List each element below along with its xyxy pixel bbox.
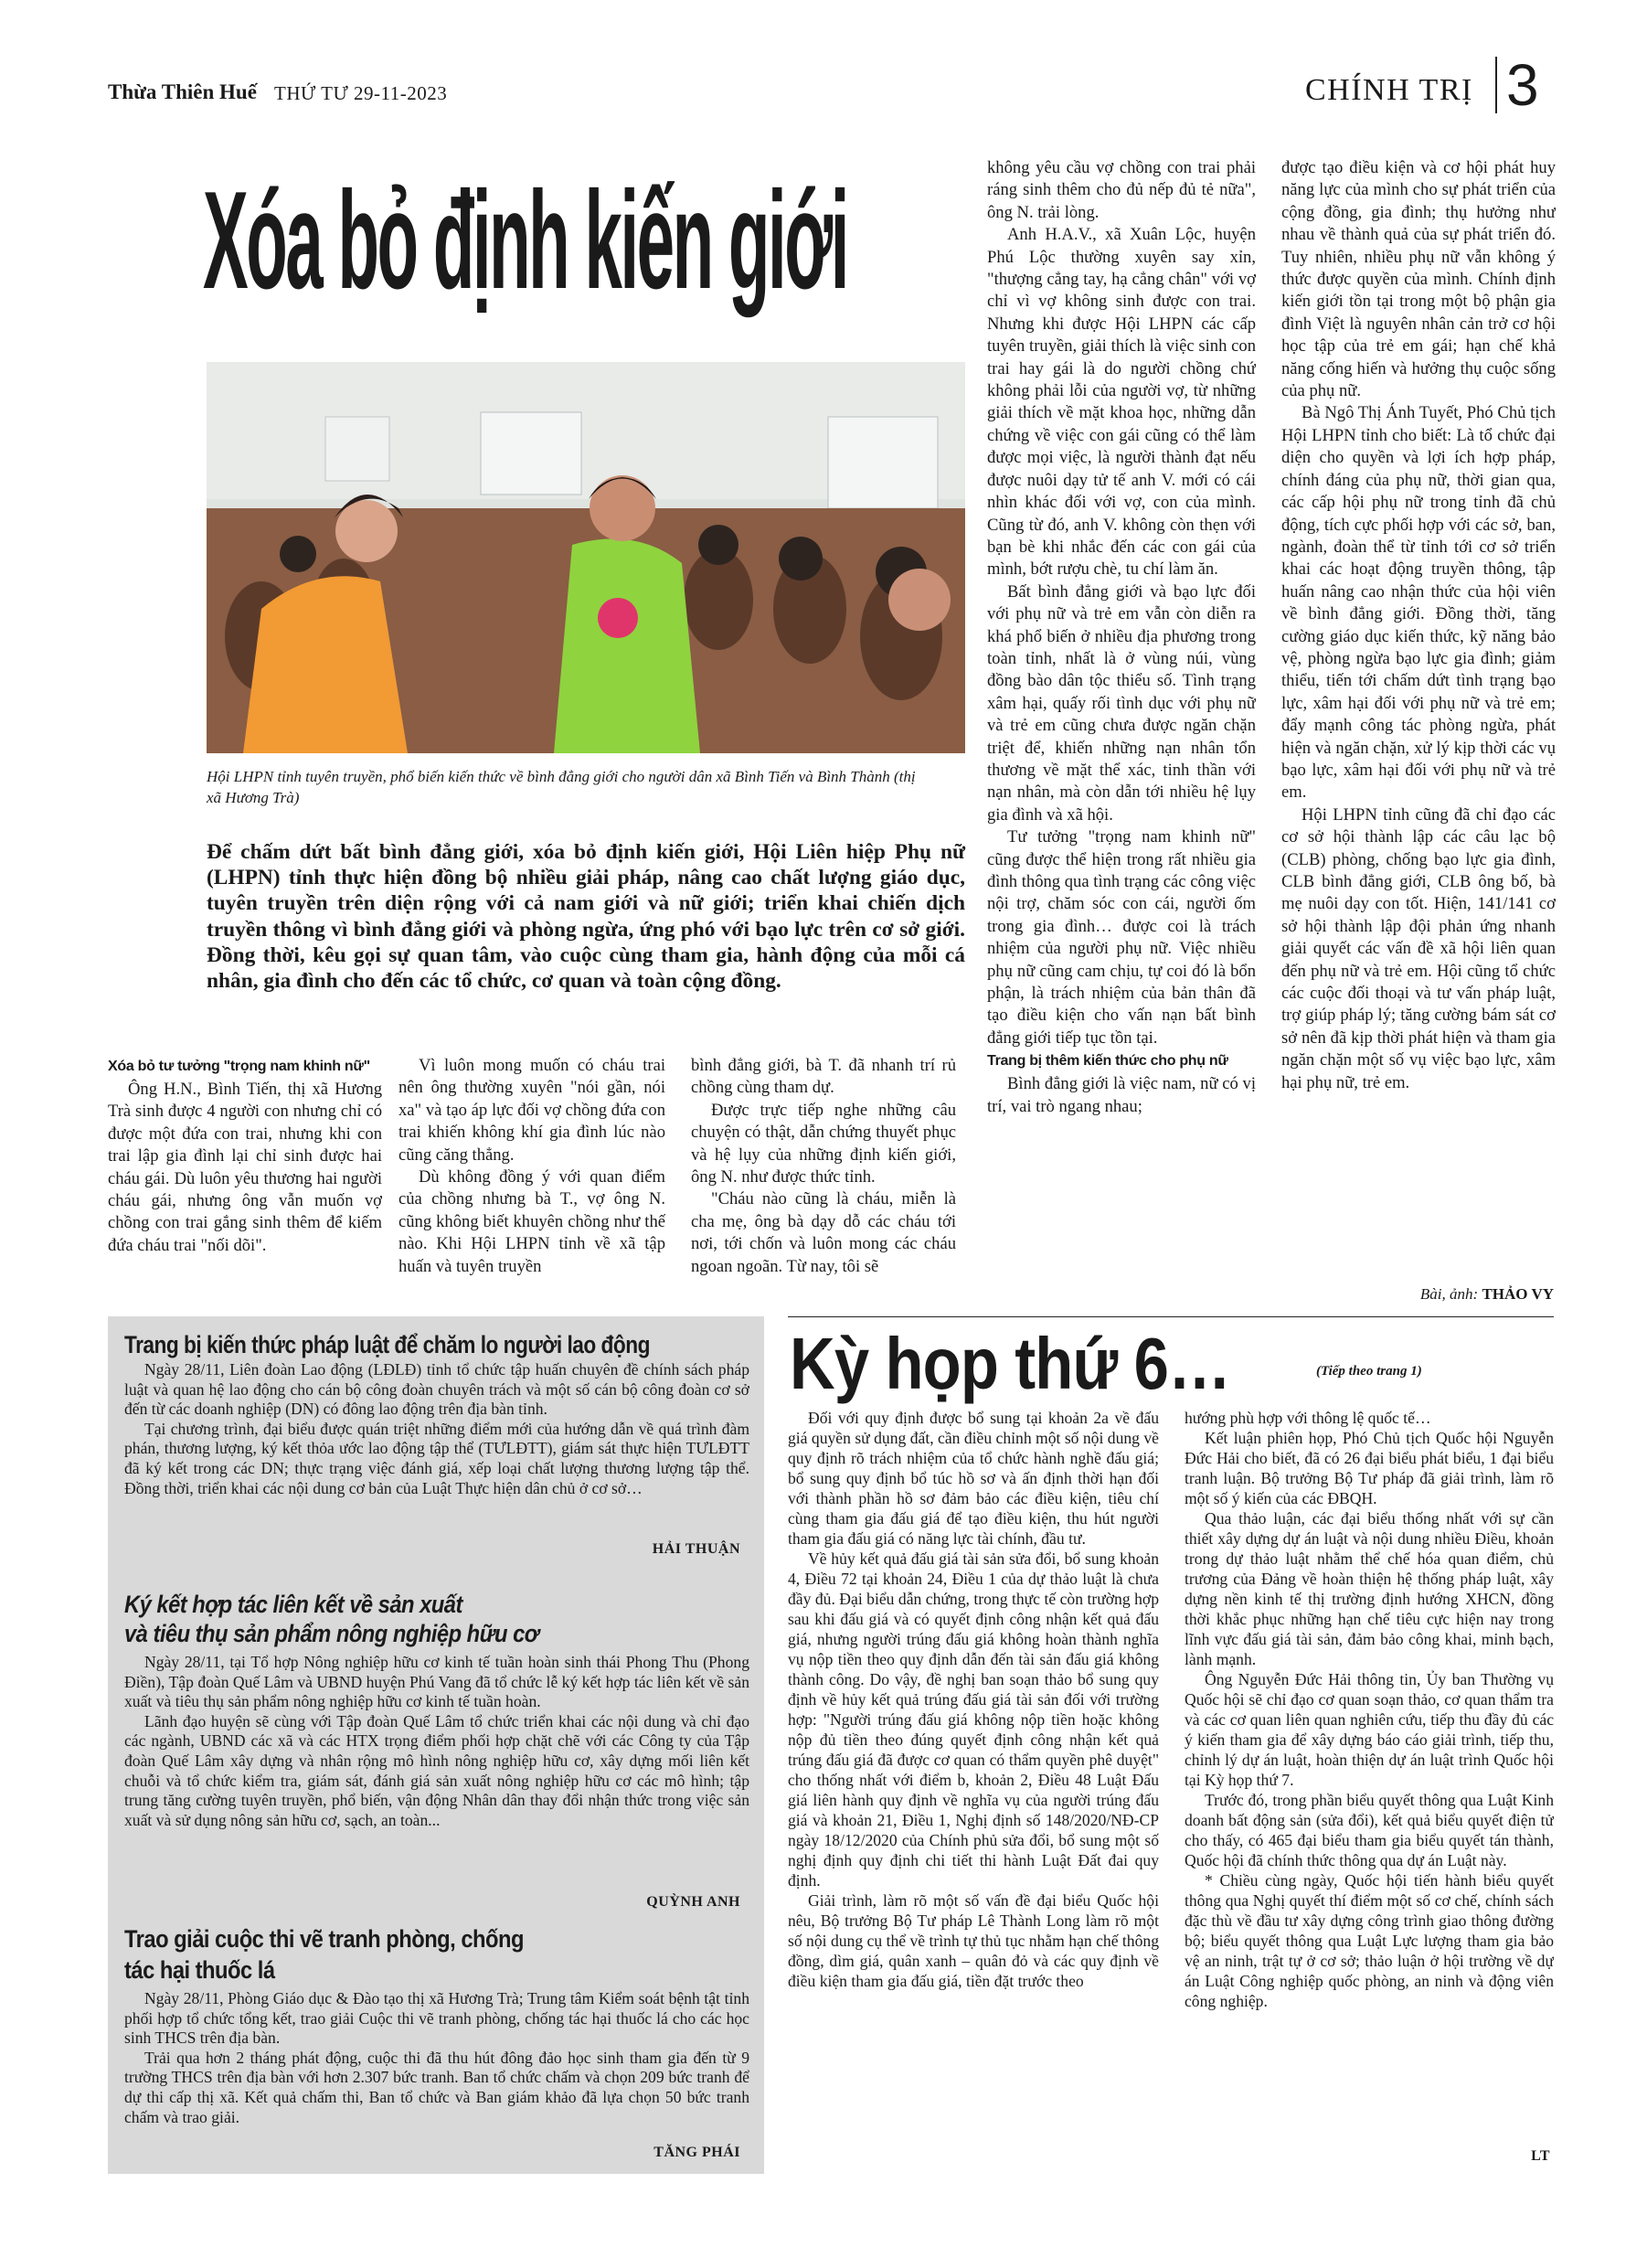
- paragraph: được tạo điều kiện và cơ hội phát huy năng lực của mình cho sự phát triển của cộng đồng, gia đình; thụ hưởng như nhau về thành quả của sự phát triển đó. Tuy nhiên, nhiều phụ nữ vẫn không ý thức được quyền của mình. Chính định kiến giới tồn tại trong một bộ phận gia đình Việt là nguyên nhân cản trở cơ hội học tập của trẻ em gái; hạn chế khả năng cống hiến và hưởng thụ cuộc sống của phụ nữ.: [1281, 158, 1556, 401]
- paragraph: Trải qua hơn 2 tháng phát động, cuộc thi đã thu hút đông đảo học sinh tham gia đến từ 9 trường THCS trên địa bàn với hơn 2.307 bức tranh. Ban tổ chức chấm và chọn 209 bức tranh để dự thi cấp thị xã. Kết quả chấm thi, Ban tổ chức và Ban giám khảo đã lựa chọn 50 bức tranh chấm và trao giải.: [124, 2048, 749, 2126]
- article-byline: [1281, 1285, 1554, 1304]
- paragraph: Về hủy kết quả đấu giá tài sản sửa đổi, bổ sung khoản 4, Điều 72 tại khoản 24, Điều 1 của dự thảo luật là chưa đầy đủ. Đại biểu dẫn chứng, trong thực tế còn trường hợp sau khi đấu giá và có quyết định công nhận kết quả đấu giá, nhưng người trúng đấu giá không hoàn thành nghĩa vụ nộp tiền theo quy định dẫn đến tài sản đấu giá không thành công. Do vậy, đề nghị ban soạn thảo bổ sung quy định về hủy kết quả trúng đấu giá tài sản đối với trường hợp: "Người trúng đấu giá không nộp tiền hoặc không nộp đủ tiền theo đúng quyết định công nhận kết quả trúng đấu giá đã được cơ quan có thẩm quyền phê duyệt" cho thống nhất với điểm b, khoản 2, Điều 48 Luật Đấu giá liên hành quy định về nghĩa vụ của người trúng đấu giá và khoản 21, Điều 1, Nghị định số 148/2020/NĐ-CP ngày 18/12/2020 của Chính phủ sửa đổi, bổ sung một số nghị định quy định chi tiết thi hành Luật Đất đai quy định.: [788, 1549, 1159, 1890]
- paragraph: Tư tưởng "trọng nam khinh nữ" cũng được thể hiện trong rất nhiều gia đình thông qua tình trạng các công việc nội trợ, chăm sóc con cái, người ốm trong gia đình… được coi là trách nhiệm của người phụ nữ. Việc nhiều phụ nữ cũng cam chịu, tự coi đó là bổn phận, là trách nhiệm của bản thân đã tạo điều kiện cho vấn nạn bất bình đẳng giới tiếp tục tồn tại.: [987, 827, 1256, 1048]
- paragraph: Ngày 28/11, Phòng Giáo dục & Đào tạo thị xã Hương Trà; Trung tâm Kiểm soát bệnh tật tỉnh phối hợp tổ chức tổng kết, trao giải Cuộc thi vẽ tranh phòng, chống tác hại thuốc lá cho các học sinh THCS trên địa bàn.: [124, 1989, 749, 2048]
- paragraph: Dù không đồng ý với quan điểm của chồng nhưng bà T., vợ ông N. cũng không biết khuyên chồng như thế nào. Khi Hội LHPN tỉnh về xã tập huấn và tuyên truyền: [398, 1167, 665, 1276]
- ky-hop-title: Kỳ họp thứ 6…: [790, 1323, 1231, 1404]
- section-name: CHÍNH TRỊ: [1305, 73, 1473, 107]
- paragraph: Bình đẳng giới là việc nam, nữ có vị trí, vai trò ngang nhau;: [987, 1074, 1256, 1116]
- photo-caption: Hội LHPN tỉnh tuyên truyền, phổ biến kiến thức về bình đẳng giới cho người dân xã Bình Tiến và Bình Thành (thị xã Hương Trà): [207, 768, 916, 806]
- brief-2-title-line-1: Ký kết hợp tác liên kết về sản xuất: [124, 1591, 462, 1618]
- paragraph: Kết luận phiên họp, Phó Chủ tịch Quốc hội Nguyễn Đức Hải cho biết, đã có 26 đại biểu phát biểu, 1 đại biểu tranh luận. Bộ trưởng Bộ Tư pháp đã giải trình, làm rõ một số ý kiến của các ĐBQH.: [1185, 1429, 1554, 1507]
- paragraph: bình đẳng giới, bà T. đã nhanh trí rủ chồng cùng tham dự.: [691, 1056, 956, 1098]
- paragraph: Được trực tiếp nghe những câu chuyện có thật, dẫn chứng thuyết phục và hệ lụy của những định kiến giới, ông N. như được thức tỉnh.: [691, 1100, 956, 1187]
- brief-2-body: [124, 1653, 749, 1892]
- paragraph: Đối với quy định được bổ sung tại khoản 2a về đấu giá quyền sử dụng đất, cần điều chỉnh một số nội dung về quy định rõ trách nhiệm của tổ chức hành nghề đấu giá; bổ sung quy định bổ túc hồ sơ và ấn định thời hạn đối với thành phần hồ sơ đảm bảo các điều kiện, tiêu chí cùng tham gia đấu giá để tạo điều kiện, thu hút người tham gia đấu giá có năng lực tài chính, đầu tư.: [788, 1409, 1159, 1548]
- article-column-1: [108, 1055, 382, 1347]
- paragraph: hướng phù hợp với thông lệ quốc tế…: [1185, 1409, 1431, 1427]
- paragraph: Ông H.N., Bình Tiến, thị xã Hương Trà sinh được 4 người con nhưng chỉ có được một đứa con trai, nhưng khi con trai lập gia đình lại chỉ sinh được hai cháu gái. Dù luôn yêu thương hai người cháu gái, nhưng ông vẫn muốn vợ chồng con trai gắng sinh thêm để kiếm đứa cháu trai "nối dõi".: [108, 1080, 382, 1255]
- ky-hop-author: LT: [1531, 2148, 1550, 2164]
- issue-date: THỨ TƯ 29-11-2023: [274, 82, 448, 104]
- byline-label: Bài, ảnh:: [1419, 1285, 1479, 1303]
- paragraph: Ngày 28/11, Liên đoàn Lao động (LĐLĐ) tỉnh tổ chức tập huấn chuyên đề chính sách pháp luật và quan hệ lao động cho cán bộ công đoàn chuyên trách và một số cán bộ công đoàn cơ sở đến từ các doanh nghiệp (DN) có đông lao động trên địa bàn tỉnh.: [124, 1360, 749, 1419]
- masthead-paper-name: Thừa Thiên Huế: [108, 80, 257, 103]
- paragraph: Hội LHPN tỉnh cũng đã chỉ đạo các cơ sở hội thành lập các câu lạc bộ (CLB) phòng, chống bạo lực gia đình, CLB bình đẳng giới, CLB ông bố, bà mẹ nuôi dạy con tốt. Hiện, 141/141 cơ sở hội thành lập đội phản ứng nhanh giải quyết các vấn đề xã hội liên quan đến phụ nữ và trẻ em. Hội cũng tổ chức các cuộc đối thoại và tư vấn pháp luật, trợ giúp pháp lý; tăng cường bám sát cơ sở nên đã kịp thời phát hiện và tham gia ngăn chặn một số vụ việc bạo lực, xâm hại phụ nữ, trẻ em.: [1281, 804, 1556, 1092]
- paragraph: Bà Ngô Thị Ánh Tuyết, Phó Chủ tịch Hội LHPN tỉnh cho biết: Là tổ chức đại diện cho quyền và lợi ích hợp pháp, chính đáng của phụ nữ, thời gian qua, các cấp hội phụ nữ trong tỉnh đã chủ động, tích cực phối hợp với các sở, ban, ngành, đoàn thể từ tỉnh tới cơ sở triển khai các hoạt động truyền thông, tập huấn nâng cao nhận thức của hội viên về bình đẳng giới. Đồng thời, tăng cường giáo dục kiến thức, kỹ năng bảo vệ, phòng ngừa bạo lực gia đình; giảm thiểu, tiến tới chấm dứt tình trạng bạo lực, xâm hại đối với phụ nữ và trẻ em; đẩy mạnh công tác phòng ngừa, phát hiện và ngăn chặn, xử lý kịp thời các vụ bạo lực, xâm hại đối với phụ nữ và trẻ em.: [1281, 403, 1556, 803]
- page-number: 3: [1506, 52, 1539, 118]
- paragraph: Lãnh đạo huyện sẽ cùng với Tập đoàn Quế Lâm tổ chức triển khai các nội dung và chỉ đạo các ngành, UBND các xã và các HTX trọng điểm phối hợp chặt chẽ với các Công ty của Tập đoàn Quế Lâm xây dựng và nhân rộng mô hình nông nghiệp hữu cơ, xây dựng mối liên kết chuỗi và tổ chức kiểm tra, giám sát, đánh giá sản xuất nông nghiệp hữu cơ các mô hình; tập trung tăng cường tuyên truyền, phổ biến, vận động Nhân dân thay đổi nhận thức trong việc sản xuất và sử dụng nông sản hữu cơ, sạch, an toàn...: [124, 1711, 749, 1829]
- section-divider: [788, 1316, 1554, 1317]
- article-column-4: [987, 157, 1256, 1307]
- paragraph: Trước đó, trong phần biểu quyết thông qua Luật Kinh doanh bất động sản (sửa đổi), kết quả biểu quyết điện tử cho thấy, có 465 đại biểu tham gia biểu quyết tán thành, Quốc hội đã chính thức thông qua dự án Luật này.: [1185, 1791, 1554, 1869]
- brief-2-title-line-2: và tiêu thụ sản phẩm nông nghiệp hữu cơ: [124, 1620, 539, 1647]
- paragraph: Tại chương trình, đại biểu được quán triệt những điểm mới của hướng dẫn về quá trình đàm phán, thương lượng, ký kết thỏa ước lao động tập thể (TƯLĐTT), giám sát thực hiện TƯLĐTT đã ký kết trong các DN; thực trạng việc đánh giá, xếp loại chất lượng thương lượng tập thể. Đồng thời, triển khai các nội dung cơ bản của Luật Thực hiện dân chủ ở cơ sở…: [124, 1419, 749, 1497]
- article-photo: [207, 362, 965, 753]
- paragraph: Vì luôn mong muốn có cháu trai nên ông thường xuyên "nói gần, nói xa" và tạo áp lực đối vợ chồng đứa con trai khiến không khí gia đình lúc nào cũng căng thẳng.: [398, 1056, 665, 1165]
- paragraph: Giải trình, làm rõ một số vấn đề đại biểu Quốc hội nêu, Bộ trưởng Bộ Tư pháp Lê Thành Long làm rõ một số nội dung cụ thể về trình tự thủ tục nhằm hạn chế thông đồng, dìm giá, quân xanh – quân đỏ và các quy định về điều kiện tham gia đấu giá, tiền đặt trước theo: [788, 1891, 1159, 1990]
- paragraph: Qua thảo luận, các đại biểu thống nhất với sự cần thiết xây dựng dự án luật và nội dung nhiều Điều, khoản trong dự thảo luật nhằm thể chế hóa quan điểm, chủ trương của Đảng về hoàn thiện hệ thống pháp luật, xây dựng nền kinh tế thị trường định hướng XHCN, đồng thời khắc phục những hạn chế tiêu cực hiện nay trong lĩnh vực đấu giá tài sản, đảm bảo công khai, minh bạch, lành mạnh.: [1185, 1509, 1554, 1668]
- brief-1-body: [124, 1360, 749, 1534]
- ky-hop-column-2: [1185, 1408, 1554, 2139]
- paragraph: Ông Nguyễn Đức Hải thông tin, Ủy ban Thường vụ Quốc hội sẽ chỉ đạo cơ quan soạn thảo, cơ quan thẩm tra và các cơ quan liên quan nghiên cứu, tiếp thu đầy đủ các ý kiến tham gia để xây dựng báo cáo giải trình, tiếp thu, chỉnh lý dự án luật, hoàn thiện dự án luật trình Quốc hội tại Kỳ họp thứ 7.: [1185, 1670, 1554, 1789]
- brief-1-author: HẢI THUẬN: [652, 1541, 740, 1557]
- byline-name: THẢO VY: [1482, 1285, 1554, 1303]
- ky-hop-column-1: [788, 1408, 1159, 2176]
- paragraph: Anh H.A.V., xã Xuân Lộc, huyện Phú Lộc thường xuyên say xỉn, "thượng cẳng tay, hạ cẳng chân" với vợ chỉ vì vợ không sinh được con trai. Nhưng khi được Hội LHPN các cấp tuyên truyền, giải thích là việc sinh con trai hay gái là do người chồng chứ không phải lỗi của người vợ, từ những giải thích về mặt khoa học, những dẫn chứng về việc con gái cũng có thể làm được mọi việc, là người thành đạt nếu được nuôi dạy tử tế anh V. mới có cái nhìn khác đối với vợ, con của mình. Cũng từ đó, anh V. không còn thẹn với bạn bè khi nhắc đến các con gái của mình, bớt rượu chè, tu chí làm ăn.: [987, 225, 1256, 580]
- article-column-3: [691, 1055, 956, 1347]
- main-article-title: Xóa bỏ định kiến giới: [203, 163, 847, 318]
- brief-3-author: TĂNG PHÁI: [653, 2145, 740, 2160]
- brief-3-title-line-2: tác hại thuốc lá: [124, 1956, 275, 1984]
- brief-1-title: Trang bị kiến thức pháp luật để chăm lo người lao động: [124, 1331, 650, 1358]
- subheading-trang-bi: Trang bị thêm kiến thức cho phụ nữ: [987, 1053, 1228, 1070]
- subheading-trong-nam: Xóa bỏ tư tưởng "trọng nam khinh nữ": [108, 1059, 370, 1074]
- brief-3-title-line-1: Trao giải cuộc thi vẽ tranh phòng, chống: [124, 1925, 524, 1953]
- brief-3-body: [124, 1989, 749, 2145]
- paragraph: Ngày 28/11, tại Tổ hợp Nông nghiệp hữu cơ kinh tế tuần hoàn sinh thái Phong Thu (Phong Điền), Tập đoàn Quế Lâm và UBND huyện Phú Vang đã tổ chức lễ ký kết hợp tác liên kết về sản xuất và tiêu thụ sản phẩm nông nghiệp hữu cơ kinh tế tuần hoàn.: [124, 1653, 749, 1711]
- brief-2-author: QUỲNH ANH: [646, 1894, 740, 1910]
- paragraph: Bất bình đẳng giới và bạo lực đối với phụ nữ và trẻ em vẫn còn diễn ra khá phổ biến ở nhiều địa phương trong toàn tỉnh, nhất là ở vùng núi, vùng đồng bào dân tộc thiểu số. Tình trạng xâm hại, quấy rối tình dục với phụ nữ và trẻ em cũng chưa được ngăn chặn triệt để, khiến những nạn nhân tổn thương về mặt thể xác, tinh thần với nạn nhân, mà còn dẫn tới nhiều hệ lụy gia đình và xã hội.: [987, 581, 1256, 825]
- article-column-5: [1281, 157, 1556, 1272]
- paragraph: không yêu cầu vợ chồng con trai phải ráng sinh thêm cho đủ nếp đủ tẻ nữa", ông N. trải lòng.: [987, 158, 1256, 222]
- article-column-2: [398, 1055, 665, 1347]
- paragraph: * Chiều cùng ngày, Quốc hội tiến hành biểu quyết thông qua Nghị quyết thí điểm một số cơ chế, chính sách đặc thù về đầu tư xây dựng công trình giao thông đường bộ; biểu quyết thông qua Luật Lực lượng tham gia bảo vệ an ninh, trật tự ở cơ sở; thảo luận ở hội trường về dự án Luật Công nghiệp quốc phòng, an ninh và động viên công nghiệp.: [1185, 1871, 1554, 2010]
- continued-note: (Tiếp theo trang 1): [1316, 1364, 1422, 1379]
- article-lead: Để chấm dứt bất bình đẳng giới, xóa bỏ định kiến giới, Hội Liên hiệp Phụ nữ (LHPN) tỉnh thực hiện đồng bộ nhiều giải pháp, nâng cao chất lượng giáo dục, tuyên truyền trên diện rộng với cả nam giới và nữ giới; triển khai chiến dịch truyền thông vì bình đẳng giới và phòng ngừa, ứng phó với bạo lực trên cơ sở giới. Đồng thời, kêu gọi sự quan tâm, vào cuộc cùng tham gia, hành động của mỗi cá nhân, gia đình cho đến các tổ chức, cơ quan và toàn cộng đồng.: [207, 840, 965, 994]
- paragraph: "Cháu nào cũng là cháu, miễn là cha mẹ, ông bà dạy dỗ các cháu tới nơi, tới chốn và luôn mong các cháu ngoan ngoãn. Từ nay, tôi sẽ: [691, 1189, 956, 1276]
- header-divider: [1495, 57, 1497, 113]
- photo-scene: [207, 362, 965, 753]
